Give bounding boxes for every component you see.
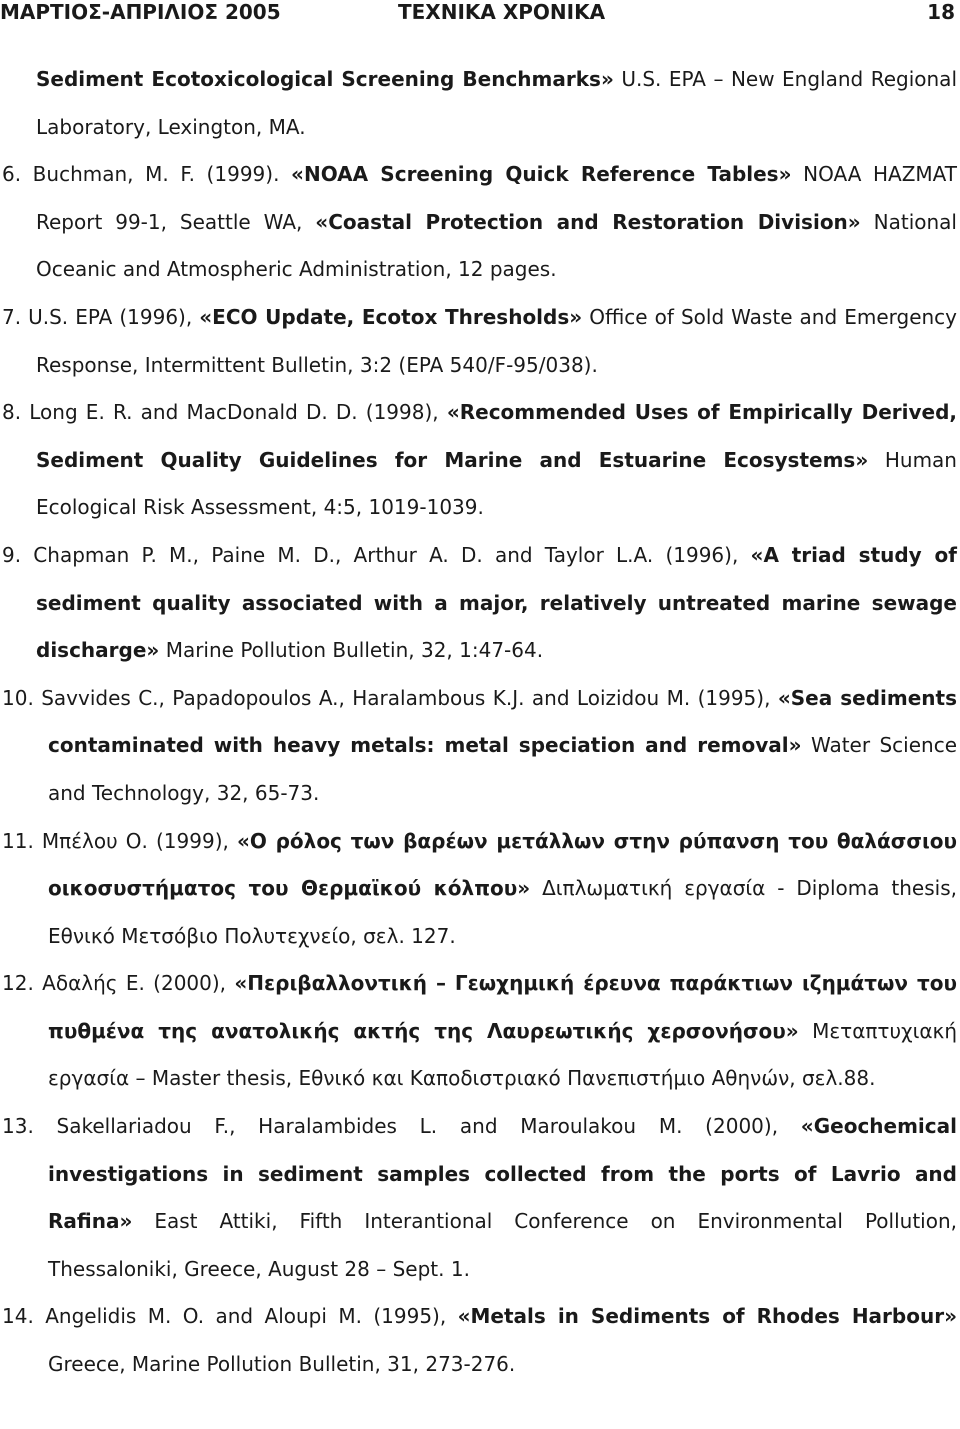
reference-title: «Metals in Sediments of Rhodes Harbour» xyxy=(457,1304,957,1329)
reference-text: U.S. EPA – New England Regional Laboratory, Lexington, MA. xyxy=(36,67,957,139)
reference-text: Μεταπτυχιακή εργασία – Master thesis, Εθνικό και Καποδιστριακό Πανεπιστήμιο Αθηνών, σελ.88. xyxy=(48,1018,958,1091)
issue-date: ΜΑΡΤΙΟΣ-ΑΠΡΙΛΙΟΣ 2005 xyxy=(0,0,281,24)
reference-text: 10. Savvides C., Papadopoulos A., Haralambous K.J. and Loizidou M. (1995), xyxy=(2,685,778,710)
reference-title: «NOAA Screening Quick Reference Tables» xyxy=(291,162,792,187)
reference-title: «Recommended Uses of Empirically Derived, Sediment Quality Guidelines for Marine and Estuarine Ecosystems» xyxy=(36,400,957,472)
reference-item xyxy=(2,1103,957,1293)
reference-text: Water Science and Technology, 32, 65-73. xyxy=(48,733,958,805)
reference-text: National Oceanic and Atmospheric Administration, 12 pages. xyxy=(36,209,957,282)
reference-item xyxy=(2,960,957,1103)
reference-item xyxy=(2,532,957,675)
reference-title: «A triad study of sediment quality associated with a major, relatively untreated marine sewage discharge» xyxy=(36,542,957,663)
reference-text: Διπλωματική εργασία - Diploma thesis, Εθνικό Μετσόβιο Πολυτεχνείο, σελ. 127. xyxy=(48,876,957,948)
reference-item xyxy=(2,389,957,532)
reference-list xyxy=(2,56,957,1389)
reference-title: «Geochemical investigations in sediment samples collected from the ports of Lavrio and Rafina» xyxy=(48,1114,957,1234)
reference-text: NOAA HAZMAT Report 99-1, Seattle WA, xyxy=(36,162,957,234)
reference-text: 9. Chapman P. M., Paine M. D., Arthur A. D. and Taylor L.A. (1996), xyxy=(2,542,751,567)
reference-item xyxy=(2,818,957,961)
reference-title: «ECO Update, Ecotox Thresholds» xyxy=(199,304,583,329)
reference-text: Marine Pollution Bulletin, 32, 1:47-64. xyxy=(159,638,544,663)
reference-text: 13. Sakellariadou F., Haralambides L. and Maroulakou M. (2000), xyxy=(2,1114,801,1139)
reference-title: «Sea sediments contaminated with heavy metals: metal speciation and removal» xyxy=(48,685,957,758)
reference-text: 12. Αδαλής Ε. (2000), xyxy=(2,971,235,996)
reference-text: 6. Buchman, M. F. (1999). xyxy=(2,162,292,187)
reference-text: Human Ecological Risk Assessment, 4:5, 1019-1039. xyxy=(36,447,957,520)
reference-title: «Ο ρόλος των βαρέων μετάλλων στην ρύπανση του θαλάσσιου οικοσυστήματος του Θερμαϊκού κόλπου» xyxy=(48,828,957,901)
reference-item xyxy=(2,294,957,389)
reference-item xyxy=(2,675,957,818)
reference-text: Office of Sold Waste and Emergency Response, Intermittent Bulletin, 3:2 (EPA 540/F-95/038). xyxy=(36,304,958,377)
reference-title: Sediment Ecotoxicological Screening Benchmarks» xyxy=(36,67,614,91)
reference-text: 8. Long E. R. and MacDonald D. D. (1998), xyxy=(2,400,447,425)
reference-title: «Coastal Protection and Restoration Division» xyxy=(315,209,861,234)
reference-text: East Attiki, Fifth Interantional Conference on Environmental Pollution, Thessaloniki, Greece, August 28 – Sept. 1. xyxy=(48,1209,957,1281)
reference-item xyxy=(2,1293,957,1388)
reference-text: 7. U.S. EPA (1996), xyxy=(2,304,200,329)
reference-text: Greece, Marine Pollution Bulletin, 31, 273-276. xyxy=(48,1352,516,1377)
reference-title: «Περιβαλλοντική – Γεωχημική έρευνα παράκτιων ιζημάτων του πυθμένα της ανατολικής ακτής της Λαυρεωτικής χερσονήσου» xyxy=(48,971,957,1043)
reference-text: 14. Angelidis M. O. and Aloupi M. (1995), xyxy=(2,1304,458,1329)
reference-item xyxy=(2,151,957,294)
reference-item xyxy=(2,56,957,151)
page-number: 18 xyxy=(927,0,955,24)
reference-text: 11. Μπέλου Ο. (1999), xyxy=(2,828,237,853)
page-header xyxy=(0,0,960,26)
journal-title: ΤΕΧΝΙΚΑ ΧΡΟΝΙΚΑ xyxy=(398,0,606,24)
